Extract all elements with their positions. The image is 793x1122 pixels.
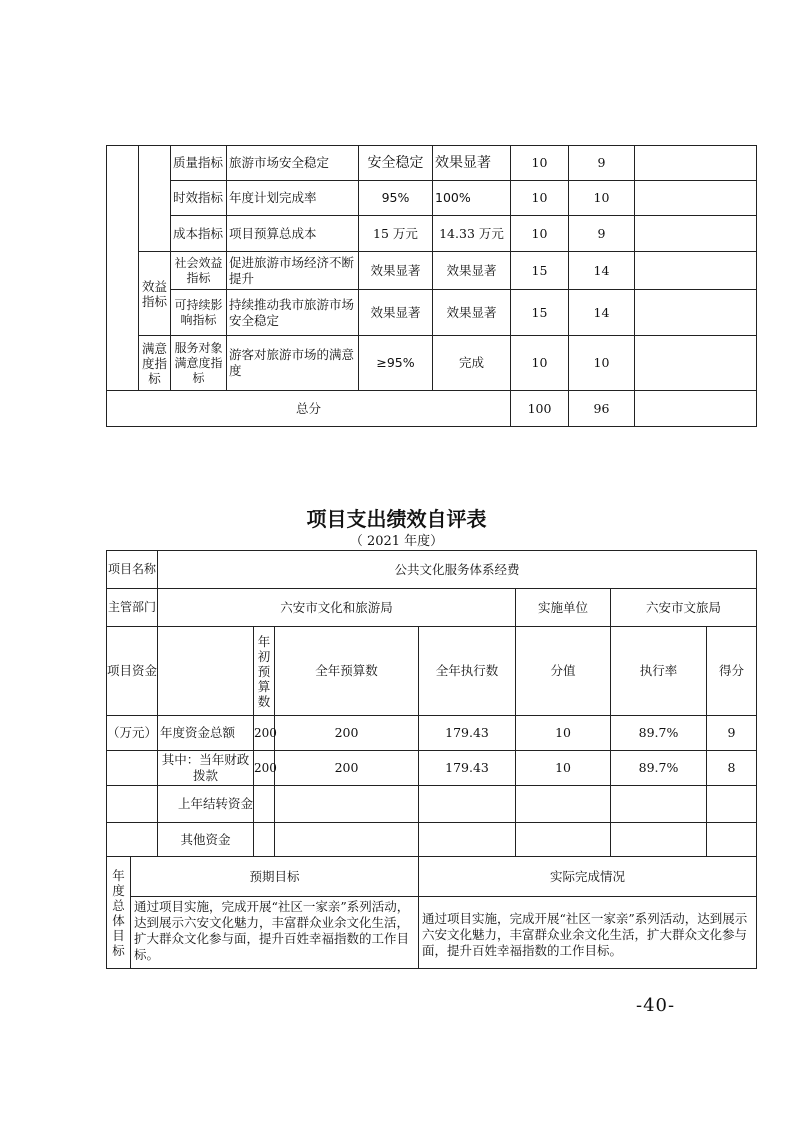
fund-budget: 200 <box>275 716 419 751</box>
fund-initial <box>254 823 275 857</box>
got-value: 14 <box>569 290 635 336</box>
indicator-category: 服务对象满意度指标 <box>171 336 227 391</box>
table-row <box>107 252 757 290</box>
benefit-indicator-label: 效益指标 <box>139 252 171 336</box>
score-value: 10 <box>511 216 569 252</box>
table-row <box>107 336 757 391</box>
table-row <box>107 290 757 336</box>
dept-value: 六安市文化和旅游局 <box>158 589 516 627</box>
impl-label: 实施单位 <box>516 589 611 627</box>
indicator-name: 旅游市场安全稳定 <box>227 146 359 181</box>
fund-initial: 200 <box>254 716 275 751</box>
fund-score <box>516 786 611 823</box>
target-value: 效果显著 <box>359 252 433 290</box>
header-got: 得分 <box>707 627 757 716</box>
empty-cell <box>635 290 757 336</box>
table-row <box>107 146 757 181</box>
actual-value: 效果显著 <box>433 146 511 181</box>
performance-indicator-table <box>106 145 757 427</box>
funds-unit: （万元） <box>107 716 158 751</box>
empty-cell <box>107 751 158 786</box>
expected-goal-header: 预期目标 <box>131 857 419 897</box>
fund-score <box>516 823 611 857</box>
indicator-category: 时效指标 <box>171 181 227 216</box>
actual-result-text: 通过项目实施，完成开展“社区一家亲”系列活动，达到展示六安文化魅力，丰富群众业余文化生活，扩大群众文化参与面，提升百姓幸福指数的工作目标。 <box>419 897 757 969</box>
project-name-value: 公共文化服务体系经费 <box>158 551 757 589</box>
merged-cell <box>139 146 171 252</box>
fund-budget: 200 <box>275 751 419 786</box>
target-value: 安全稳定 <box>359 146 433 181</box>
actual-value: 完成 <box>433 336 511 391</box>
fund-exec <box>419 823 516 857</box>
target-value: 15 万元 <box>359 216 433 252</box>
empty-cell <box>635 391 757 427</box>
table-row <box>107 627 757 716</box>
total-got: 96 <box>569 391 635 427</box>
fund-budget <box>275 786 419 823</box>
header-initial: 年初预算数 <box>254 627 275 716</box>
got-value: 10 <box>569 336 635 391</box>
header-rate: 执行率 <box>611 627 707 716</box>
actual-value: 效果显著 <box>433 290 511 336</box>
empty-cell <box>635 252 757 290</box>
fund-score: 10 <box>516 716 611 751</box>
header-score: 分值 <box>516 627 611 716</box>
actual-result-header: 实际完成情况 <box>419 857 757 897</box>
target-value: 效果显著 <box>359 290 433 336</box>
indicator-name: 游客对旅游市场的满意度 <box>227 336 359 391</box>
table-row <box>107 551 757 589</box>
indicator-name: 促进旅游市场经济不断提升 <box>227 252 359 290</box>
fund-rate: 89.7% <box>611 751 707 786</box>
form-title: 项目支出绩效自评表 <box>306 507 487 531</box>
annual-goal-label: 年度总体目标 <box>107 857 131 969</box>
score-value: 10 <box>511 146 569 181</box>
table-row <box>107 857 757 897</box>
header-exec: 全年执行数 <box>419 627 516 716</box>
indicator-category: 社会效益指标 <box>171 252 227 290</box>
table-row <box>107 897 757 969</box>
score-value: 10 <box>511 181 569 216</box>
fund-got: 9 <box>707 716 757 751</box>
actual-value: 100% <box>433 181 511 216</box>
empty-cell <box>107 823 158 857</box>
fund-got <box>707 823 757 857</box>
indicator-category: 可持续影响指标 <box>171 290 227 336</box>
total-label: 总分 <box>107 391 511 427</box>
score-value: 15 <box>511 252 569 290</box>
indicator-category: 成本指标 <box>171 216 227 252</box>
fund-initial <box>254 786 275 823</box>
page-number: -40- <box>636 995 676 1016</box>
got-value: 14 <box>569 252 635 290</box>
indicator-name: 年度计划完成率 <box>227 181 359 216</box>
score-value: 10 <box>511 336 569 391</box>
funds-label: 项目资金 <box>107 627 158 716</box>
fund-row-label: 上年结转资金 <box>158 786 254 823</box>
fund-rate <box>611 823 707 857</box>
dept-label: 主管部门 <box>107 589 158 627</box>
fund-budget <box>275 823 419 857</box>
table-row <box>107 786 757 823</box>
score-value: 15 <box>511 290 569 336</box>
impl-value: 六安市文旅局 <box>611 589 757 627</box>
fund-exec <box>419 786 516 823</box>
satisfaction-indicator-label: 满意度指标 <box>139 336 171 391</box>
project-name-label: 项目名称 <box>107 551 158 589</box>
table-row <box>107 751 757 786</box>
fund-got <box>707 786 757 823</box>
empty-cell <box>158 627 254 716</box>
target-value: 95% <box>359 181 433 216</box>
target-value: ≥95% <box>359 336 433 391</box>
fund-exec: 179.43 <box>419 716 516 751</box>
total-score: 100 <box>511 391 569 427</box>
form-subtitle: （ 2021 年度） <box>349 534 444 549</box>
header-budget: 全年预算数 <box>275 627 419 716</box>
empty-cell <box>107 786 158 823</box>
table-row <box>107 589 757 627</box>
indicator-category: 质量指标 <box>171 146 227 181</box>
table-row <box>107 216 757 252</box>
table-row <box>107 716 757 751</box>
empty-cell <box>635 146 757 181</box>
indicator-name: 项目预算总成本 <box>227 216 359 252</box>
fund-exec: 179.43 <box>419 751 516 786</box>
actual-value: 效果显著 <box>433 252 511 290</box>
got-value: 9 <box>569 216 635 252</box>
table-row <box>107 823 757 857</box>
got-value: 9 <box>569 146 635 181</box>
expected-goal-text: 通过项目实施，完成开展“社区一家亲”系列活动，达到展示六安文化魅力，丰富群众业余文化生活，扩大群众文化参与面，提升百姓幸福指数的工作目标。 <box>131 897 419 969</box>
fund-initial: 200 <box>254 751 275 786</box>
total-row <box>107 391 757 427</box>
fund-row-label: 其他资金 <box>158 823 254 857</box>
actual-value: 14.33 万元 <box>433 216 511 252</box>
fund-rate: 89.7% <box>611 716 707 751</box>
self-evaluation-table <box>106 550 757 969</box>
fund-row-label: 其中：当年财政拨款 <box>158 751 254 786</box>
fund-rate <box>611 786 707 823</box>
empty-cell <box>635 336 757 391</box>
empty-cell <box>635 181 757 216</box>
table-row <box>107 181 757 216</box>
merged-cell <box>107 146 139 391</box>
fund-got: 8 <box>707 751 757 786</box>
fund-row-label: 年度资金总额 <box>158 716 254 751</box>
indicator-name: 持续推动我市旅游市场安全稳定 <box>227 290 359 336</box>
empty-cell <box>635 216 757 252</box>
fund-score: 10 <box>516 751 611 786</box>
got-value: 10 <box>569 181 635 216</box>
